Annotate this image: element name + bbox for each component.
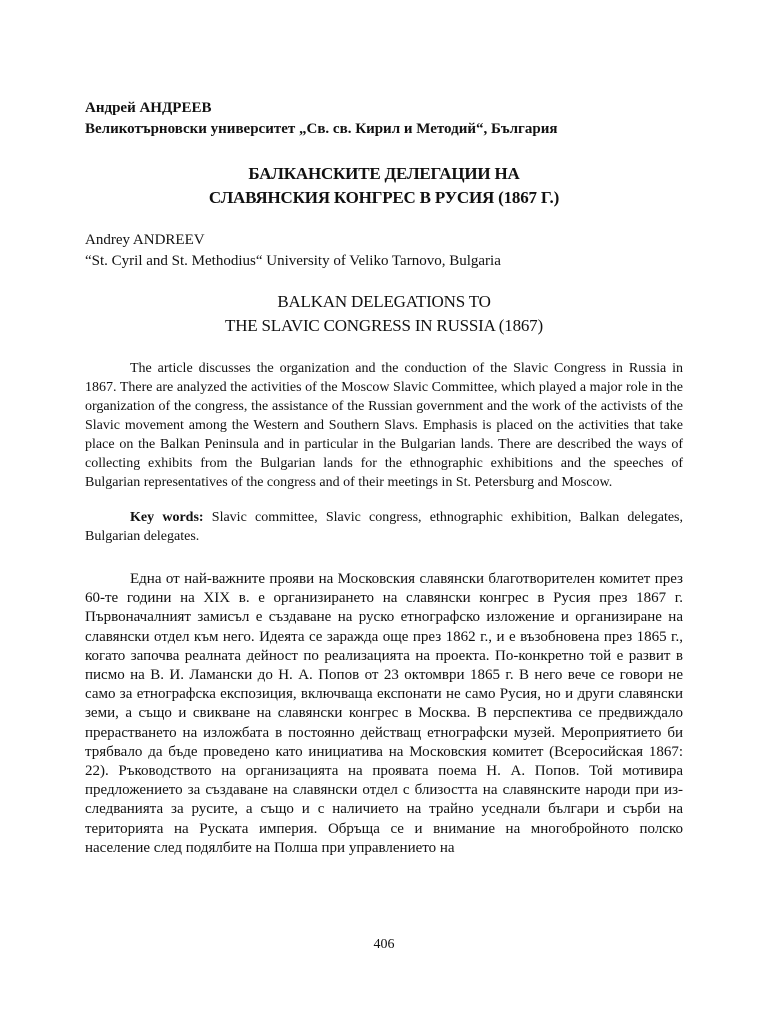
affiliation-bg: Великотърновски университет „Св. св. Кирил и Методий“, България [85,121,558,137]
page-number: 406 [373,937,395,952]
keywords [85,508,683,546]
article-title-en [85,290,683,338]
title-en-line-1: BALKAN DELEGATIONS TO [277,292,491,311]
title-bg-line-1: БАЛКАНСКИТЕ ДЕЛЕГАЦИИ НА [248,164,520,183]
body-paragraph: Една от най-важните прояви на Московския славянски благотворителен комитет през 60-те години на XIX в. е организирането на славянски конгрес в Русия през 1867 г. Първоначалният замисъл е създаване на руско етнографско изложение и организиране на славянски отдел към него. Идеята се заражда още през 1862 г., и е възобновена през 1865 г., когато започва реалната дейност по реализацията на проекта. По-конкретно той е развит в писмо на В. И. Ламански до Н. А. Попов от 23 октомври 1865 г. В него вече се говори не само за етнографска експозиция, включваща експонати не само Русия, но и други славянски земи, а също и свикване на славянски конгрес в Москва. В перспектива се предвиждало прерастването на изложбата в постоянно действащ етнографски музей. Мероприятието би трябвало да бъде проведено като инициатива на Московския комитет (Всеросийская 1867: 22). Ръководството на организацията на проявата поема Н. А. Попов. Той мотивира предложението за създаване на славянски отдел с близостта на славянските народи при изследванията за русите, а също и с наличието на трайно уседнали българи и сърби на територията на Руската империя. Обръща се и внимание на многобройното полско население след подялбите на Полша при управлението на [85,571,683,856]
title-en-line-2: THE SLAVIC CONGRESS IN RUSSIA (1867) [225,316,543,335]
author-name-en: Andrey ANDREEV [85,232,205,248]
keywords-label: Key words: [130,510,204,525]
article-title-bg [85,162,683,210]
author-name-bg: Андрей АНДРЕЕВ [85,100,212,116]
affiliation-en: “St. Cyril and St. Methodius“ University of Veliko Tarnovo, Bulgaria [85,253,501,269]
title-bg-line-2: СЛАВЯНСКИЯ КОНГРЕС В РУСИЯ (1867 Г.) [208,188,560,207]
article-page [85,98,683,858]
abstract: The article discusses the organization and the conduction of the Slavic Congress in Russia in 1867. There are analyzed the activities of the Moscow Slavic Committee, which played a major role in the organization of the congress, the assistance of the Russian government and the work of the activists of the Slavic movement among the Western and Southern Slavs. Emphasis is placed on the activities that take place on the Balkan Peninsula and in particular in the Bulgarian lands. There are described the ways of collecting exhibits from the Bulgarian lands for the ethnographic exhibitions and the speeches of Bulgarian representatives of the congress and of their meetings in St. Petersburg and Moscow. [85,361,683,490]
keywords-text: Slavic committee, Slavic congress, ethnographic exhibition, Balkan delegates, Bulgarian delegates. [85,510,684,544]
